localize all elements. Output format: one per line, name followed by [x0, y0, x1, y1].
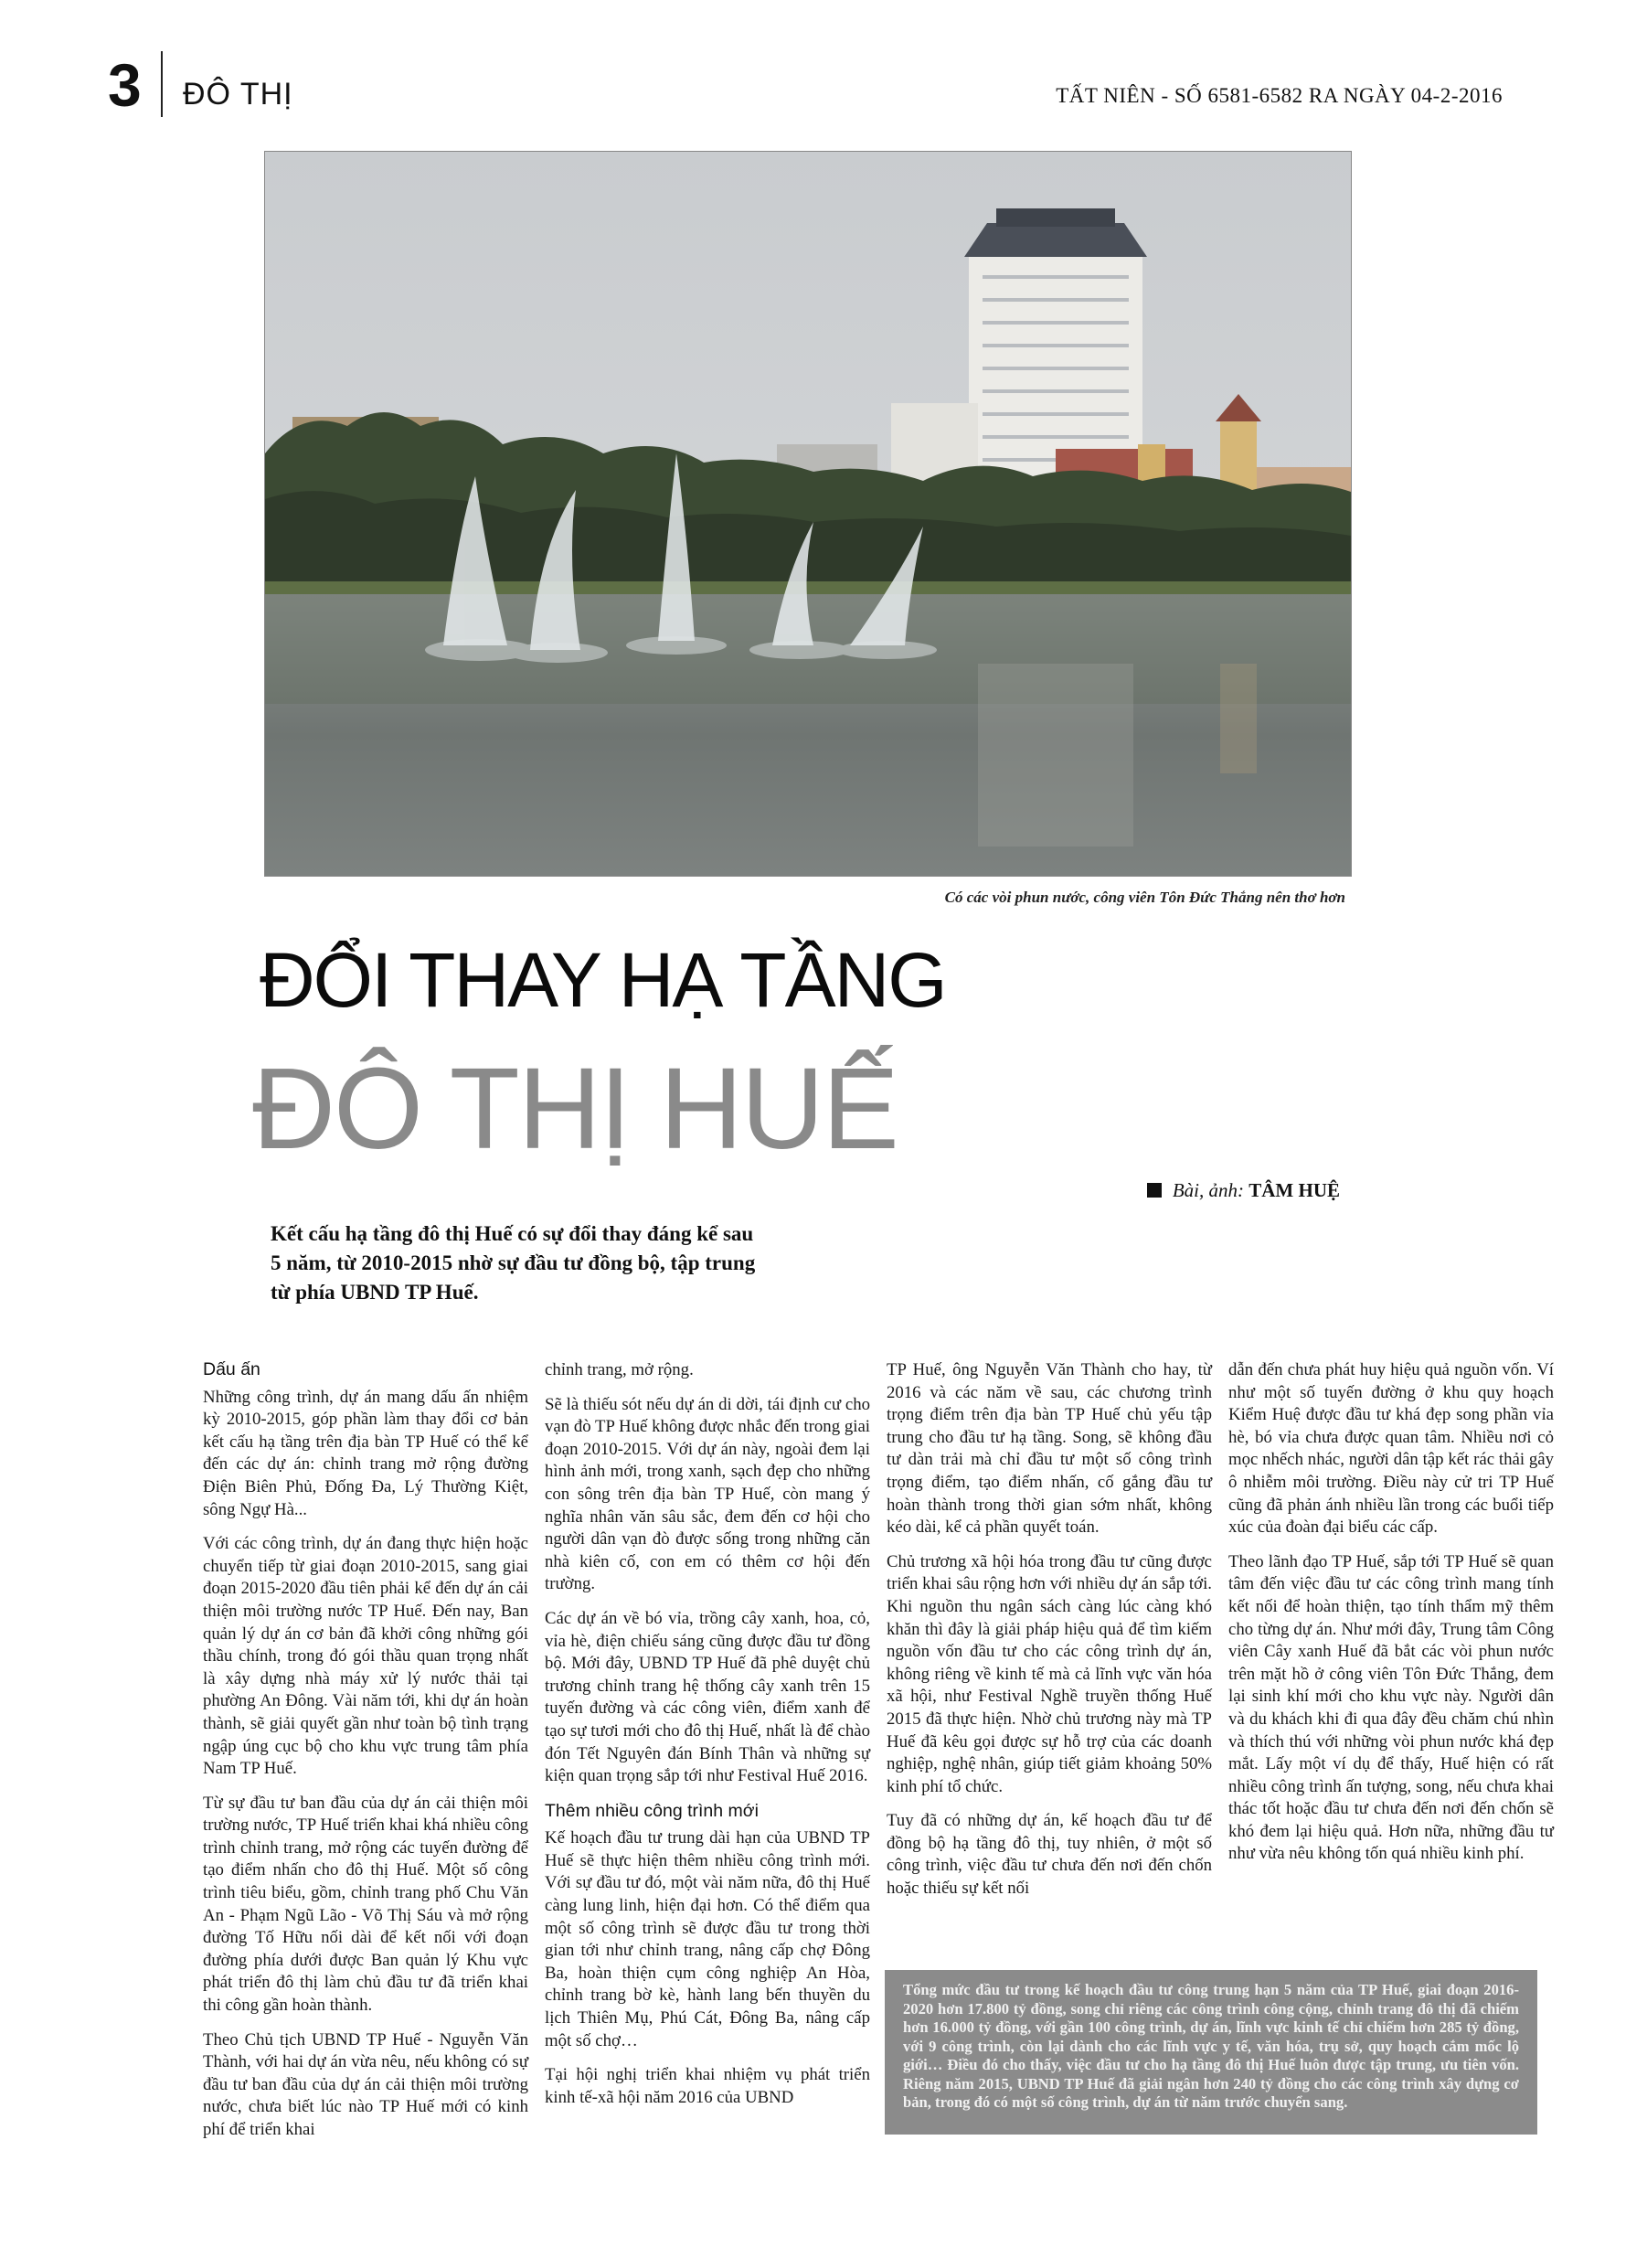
- paragraph: dẫn đến chưa phát huy hiệu quả nguồn vốn. Ví như một số tuyến đường ở khu quy hoạch Kiểm Huệ được đầu tư khá đẹp song phần vỉa hè, bó vỉa chưa được quan tâm. Nhiều nơi cỏ mọc nhếch nhác, người dân tập kết rác thải gây ô nhiễm môi trường. Điều này cử tri TP Huế cũng đã phản ánh nhiều lần trong các buổi tiếp xúc của đoàn đại biểu các cấp.: [1228, 1360, 1554, 1538]
- issue-info: TẤT NIÊN - SỐ 6581-6582 RA NGÀY 04-2-2016: [1056, 84, 1503, 107]
- paragraph: Sẽ là thiếu sót nếu dự án di dời, tái định cư cho vạn đò TP Huế không được nhắc đến trong giai đoạn 2010-2015. Với dự án này, ngoài đem lại hình ảnh mới, trong xanh, sạch đẹp cho những con sông trên địa bàn TP Huế, còn mang ý nghĩa nhân văn sâu sắc, đem đến cơ hội cho người dân vạn đò được sống trong những căn nhà kiên cố, con em có thêm cơ hội đến trường.: [545, 1394, 870, 1594]
- article-column-4: [1228, 1359, 1554, 1878]
- article-column-3: [887, 1359, 1212, 1912]
- paragraph: Tuy đã có những dự án, kế hoạch đầu tư để đồng bộ hạ tầng đô thị, tuy nhiên, ở một số công trình, việc đầu tư chưa đến nơi đến chốn hoặc thiếu sự kết nối: [887, 1811, 1212, 1899]
- paragraph: TP Huế, ông Nguyễn Văn Thành cho hay, từ 2016 và các năm về sau, các chương trình trọng điểm trên địa bàn TP Huế chủ yếu tập trung cho đầu tư hạ tầng. Song, sẽ không đầu tư dàn trải mà chỉ đầu tư một số công trình trọng điểm, tạo điểm nhấn, cố gắng đầu tư hoàn thành trong thời gian sớm nhất, không kéo dài, kể cả phần quyết toán.: [887, 1360, 1212, 1538]
- fountain-park-illustration: [265, 152, 1351, 876]
- info-box-text: Tổng mức đầu tư trong kế hoạch đầu tư công trung hạn 5 năm của TP Huế, giai đoạn 2016-2020 hơn 17.800 tỷ đồng, song chỉ riêng các công trình công cộng, chỉnh trang đô thị đã chiếm hơn 16.000 tỷ đồng, với gần 100 công trình, dự án, lĩnh vực kinh tế chỉ chiếm hơn 285 tỷ đồng, với 9 công trình, còn lại dành cho các lĩnh vực y tế, văn hóa, trụ sở, quy hoạch cắm mốc lộ giới… Điều đó cho thấy, việc đầu tư cho hạ tầng đô thị Huế luôn được tập trung, ưu tiên vốn. Riêng năm 2015, UBND TP Huế đã giải ngân hơn 240 tỷ đồng cho các công trình xây dựng cơ bản, trong đó có một số công trình, dự án từ năm trước chuyển sang.: [903, 1981, 1519, 2111]
- paragraph: Chủ trương xã hội hóa trong đầu tư cũng được triển khai sâu rộng hơn với nhiều dự án sắp tới. Khi nguồn thu ngân sách càng lúc càng khó khăn thì đây là giải pháp hiệu quả để tìm kiếm nguồn vốn đầu tư cho các công trình dự án, không riêng về kinh tế mà cả lĩnh vực văn hóa xã hội, như Festival Nghề truyền thống Huế 2015 đã thực hiện. Nhờ chủ trương này mà TP Huế đã kêu gọi được sự hỗ trợ của các doanh nghiệp, nghệ nhân, giúp tiết giảm khoảng 50% kinh phí tổ chức.: [887, 1551, 1212, 1796]
- subheading-dau-an: Dấu ấn: [203, 1359, 260, 1379]
- paragraph: Theo Chủ tịch UBND TP Huế - Nguyễn Văn Thành, với hai dự án vừa nêu, nếu không có sự đầu tư ban đầu của dự án cải thiện môi trường nước, chưa biết lúc nào TP Huế mới có kinh phí để triển khai: [203, 2029, 528, 2139]
- header-divider: [161, 51, 163, 117]
- article-column-2: [545, 1359, 870, 2121]
- paragraph: Theo lãnh đạo TP Huế, sắp tới TP Huế sẽ quan tâm đến việc đầu tư các công trình mang tính kết nối để hoàn thiện, tạo tính thẩm mỹ thêm cho từng dự án. Như mới đây, Trung tâm Công viên Cây xanh Huế đã bắt các vòi phun nước trên mặt hồ ở công viên Tôn Đức Thắng, đem lại sinh khí mới cho khu vực này. Người dân và du khách khi đi qua đây đều chăm chú nhìn và thích thú với những vòi phun nước khá đẹp mắt. Lấy một ví dụ để thấy, Huế hiện có rất nhiều công trình ấn tượng, song, nếu chưa khai thác tốt hoặc đầu tư chưa đến nơi đến chốn sẽ khó đem lại hiệu quả. Hơn nữa, những đầu tư như vừa nêu không tốn quá nhiều kinh phí.: [1228, 1551, 1554, 1864]
- paragraph: Tại hội nghị triển khai nhiệm vụ phát triển kinh tế-xã hội năm 2016 của UBND: [545, 2065, 870, 2107]
- byline: [1147, 1179, 1340, 1202]
- paragraph: Kế hoạch đầu tư trung dài hạn của UBND TP Huế sẽ thực hiện thêm nhiều công trình mới. Với sự đầu tư đó, một vài năm nữa, đô thị Huế càng lung linh, hiện đại hơn. Có thể điểm qua một số công trình sẽ được đầu tư trong thời gian tới như chỉnh trang, nâng cấp chợ Đông Ba, hoàn thiện cụm công nghiệp An Hòa, chỉnh trang bờ kè, hành lang bến thuyền du lịch Thiên Mụ, Phú Cát, Đông Ba, nâng cấp một số chợ…: [545, 1828, 870, 2050]
- lead-paragraph: Kết cấu hạ tầng đô thị Huế có sự đổi thay đáng kể sau 5 năm, từ 2010-2015 nhờ sự đầu tư đồng bộ, tập trung từ phía UBND TP Huế.: [271, 1222, 756, 1304]
- photo-caption: Có các vòi phun nước, công viên Tôn Đức Thắng nên thơ hơn: [944, 889, 1345, 906]
- info-box: [885, 1970, 1537, 2135]
- byline-label: Bài, ảnh:: [1172, 1179, 1244, 1201]
- paragraph: chỉnh trang, mở rộng.: [545, 1360, 694, 1379]
- headline-line-1: ĐỔI THAY HẠ TẦNG: [260, 937, 946, 1023]
- paragraph: Những công trình, dự án mang dấu ấn nhiệm kỳ 2010-2015, góp phần làm thay đổi cơ bản kết cấu hạ tầng trên địa bàn TP Huế có thể kể đến các dự án: chỉnh trang mở rộng đường Điện Biên Phủ, Đống Đa, Lý Thường Kiệt, sông Ngự Hà...: [203, 1387, 528, 1519]
- paragraph: Từ sự đầu tư ban đầu của dự án cải thiện môi trường nước, TP Huế triển khai khá nhiều công trình chỉnh trang, mở rộng các tuyến đường để tạo điểm nhấn cho đô thị Huế. Một số công trình tiêu biểu, gồm, chỉnh trang phố Chu Văn An - Phạm Ngũ Lão - Võ Thị Sáu và mở rộng đường Tố Hữu nối dài để kết nối với đoạn đường phía dưới được Ban quản lý Khu vực phát triển đô thị làm chủ đầu tư đã triển khai thi công gần hoàn thành.: [203, 1793, 528, 2016]
- subheading-them-nhieu-cong-trinh: Thêm nhiều công trình mới: [545, 1800, 759, 1821]
- headline-line-2: ĐÔ THỊ HUẾ: [252, 1044, 898, 1173]
- page-number: 3: [108, 51, 142, 119]
- section-title: ĐÔ THỊ: [183, 77, 293, 112]
- article-photo: [264, 151, 1352, 877]
- paragraph: Các dự án về bó vỉa, trồng cây xanh, hoa, cỏ, vỉa hè, điện chiếu sáng cũng được đầu tư đồng bộ. Mới đây, UBND TP Huế đã phê duyệt chủ trương chỉnh trang hệ thống cây xanh trên 15 tuyến đường và các công viên, điểm xanh để tạo sự tươi mới cho đô thị Huế, nhất là để chào đón Tết Nguyên đán Bính Thân và những sự kiện quan trọng sắp tới như Festival Huế 2016.: [545, 1608, 870, 1786]
- byline-square-icon: [1147, 1183, 1162, 1198]
- paragraph: Với các công trình, dự án đang thực hiện hoặc chuyển tiếp từ giai đoạn 2010-2015, sang giai đoạn 2015-2020 đầu tiên phải kể đến dự án cải thiện môi trường nước TP Huế. Đến nay, Ban quản lý dự án cơ bản đã khởi công những gói thầu chính, trong đó gói thầu quan trọng nhất là xây dựng nhà máy xử lý nước thải tại phường An Đông. Vài năm tới, khi dự án hoàn thành, sẽ giải quyết gần như toàn bộ tình trạng ngập úng cục bộ cho khu vực trung tâm phía Nam TP Huế.: [203, 1534, 528, 1779]
- article-column-1: [203, 1358, 528, 2154]
- byline-author: TÂM HUỆ: [1249, 1179, 1340, 1201]
